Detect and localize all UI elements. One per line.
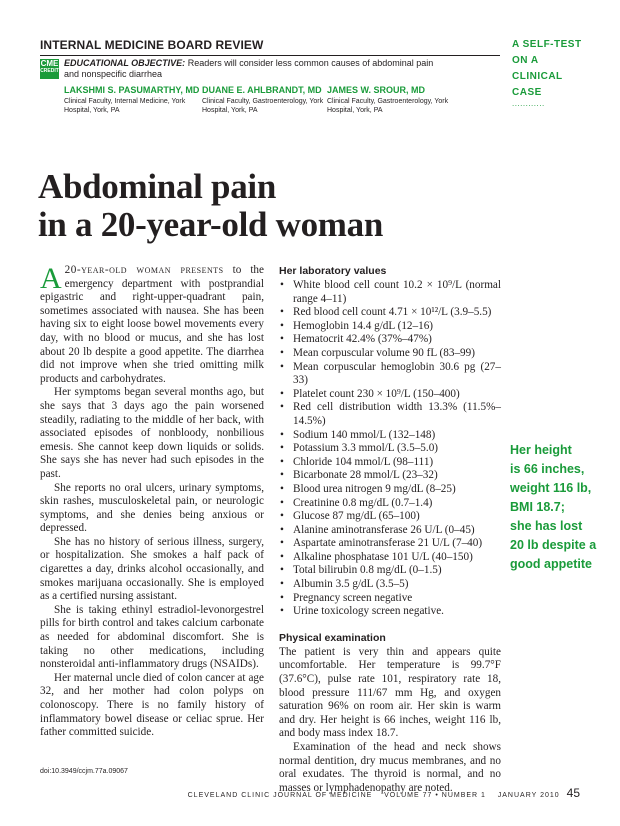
lab-value-item: • Albumin 3.5 g/dL (3.5–5) <box>279 578 501 592</box>
lab-value-item: • Hemoglobin 14.4 g/dL (12–16) <box>279 320 501 334</box>
lab-value-item: • Sodium 140 mmol/L (132–148) <box>279 429 501 443</box>
cme-badge-bottom: CREDIT <box>40 68 59 74</box>
lab-value-item: • Red blood cell count 4.71 × 10¹²/L (3.9–5.5) <box>279 306 501 320</box>
author-affiliation: Clinical Faculty, Gastroenterology, York Hospital, York, PA <box>327 98 449 114</box>
pull-quote-line: weight 116 lb, <box>510 481 592 495</box>
case-paragraph: She reports no oral ulcers, urinary symptoms, skin rashes, musculoskeletal pain, or neurologic symptoms, and she denies being anxious or depressed. <box>40 481 264 535</box>
pull-quote-line: is 66 inches, <box>510 462 585 476</box>
lab-value-item: • Mean corpuscular hemoglobin 30.6 pg (27–33) <box>279 361 501 388</box>
case-paragraph: Her maternal uncle died of colon cancer at age 32, and her mother had colon polyps on colonoscopy. There is no family history of inflammatory bowel disease or celiac sprue. Her father committed suicide. <box>40 671 264 739</box>
issue-date: JANUARY 2010 <box>497 792 560 799</box>
case-paragraph: She is taking ethinyl estradiol-levonorgestrel pills for birth control and takes calcium carbonate as needed for abdominal discomfort. She is taking no other medications, including nonsteroidal anti-inflammatory drugs (NSAIDs). <box>40 603 264 671</box>
page-number: 45 <box>566 786 580 800</box>
footer-separator: • <box>435 792 439 799</box>
lab-value-item: • Chloride 104 mmol/L (98–111) <box>279 456 501 470</box>
author-3 <box>327 85 477 115</box>
case-paragraph: Her symptoms began several months ago, but she says that 3 days ago the pain worsened steadily, radiating to the middle of her back, with associated episodes of nonbloody, nonbilious emesis. She cannot keep down liquids or solids. She says she has never had such episodes in the past. <box>40 386 264 480</box>
lab-value-item: • Bicarbonate 28 mmol/L (23–32) <box>279 469 501 483</box>
page-footer <box>188 786 580 800</box>
lab-value-item: • Alanine aminotransferase 26 U/L (0–45) <box>279 524 501 538</box>
volume: VOLUME 77 <box>384 792 433 799</box>
lab-value-item: • Hematocrit 42.4% (37%–47%) <box>279 333 501 347</box>
findings-column <box>279 264 501 795</box>
lab-value-item: • Urine toxicology screen negative. <box>279 605 501 619</box>
lab-value-item: • White blood cell count 10.2 × 10⁹/L (normal range 4–11) <box>279 279 501 306</box>
exam-paragraph: The patient is very thin and appears quite uncomfortable. Her temperature is 99.7°F (37.6°C), pulse rate 101, respiratory rate 18, blood pressure 111/67 mm Hg, and oxygen saturation 96% on room air. Her skin is warm and dry. Her height is 66 inches, weight 116 lb, and body mass index 18.7. <box>279 645 501 740</box>
educational-objective <box>64 58 444 80</box>
cme-credit-badge <box>40 59 59 79</box>
self-test-line: CASE <box>512 87 542 98</box>
article-title <box>38 168 383 244</box>
author-name: JAMES W. SROUR, MD <box>327 85 426 95</box>
title-line-2: in a 20-year-old woman <box>38 205 384 244</box>
author-affiliation: Clinical Faculty, Gastroenterology, York Hospital, York, PA <box>202 98 324 114</box>
pull-quote <box>510 441 600 574</box>
lab-value-item: • Alkaline phosphatase 101 U/L (40–150) <box>279 551 501 565</box>
case-paragraph <box>40 264 264 386</box>
author-name: DUANE E. AHLBRANDT, MD <box>202 85 322 95</box>
journal-name: CLEVELAND CLINIC JOURNAL OF MEDICINE <box>187 792 373 799</box>
lab-value-item: • Potassium 3.3 mmol/L (3.5–5.0) <box>279 442 501 456</box>
lab-value-item: • Blood urea nitrogen 9 mg/dL (8–25) <box>279 483 501 497</box>
pull-quote-line: good appetite <box>510 557 592 571</box>
author-1 <box>64 85 200 115</box>
lab-value-item: • Aspartate aminotransferase 21 U/L (7–40) <box>279 537 501 551</box>
author-affiliation: Clinical Faculty, Internal Medicine, York Hospital, York, PA <box>64 98 186 114</box>
lab-value-item: • Platelet count 230 × 10⁹/L (150–400) <box>279 388 501 402</box>
cme-badge-top: CME <box>40 59 59 68</box>
doi: doi:10.3949/ccjm.77a.09067 <box>40 768 128 775</box>
labs-heading: Her laboratory values <box>279 265 387 277</box>
objective-text: Readers will consider less common causes of abdominal pain and nonspecific diarrhea <box>64 58 434 79</box>
issue-number: NUMBER 1 <box>441 792 486 799</box>
self-test-line: ON A <box>512 55 539 66</box>
lead-in: 20-year-old woman presents <box>64 264 224 276</box>
self-test-line: CLINICAL <box>512 71 563 82</box>
pull-quote-line: 20 lb despite a <box>510 538 597 552</box>
section-label: INTERNAL MEDICINE BOARD REVIEW <box>40 38 500 56</box>
lab-value-item: • Glucose 87 mg/dL (65–100) <box>279 510 501 524</box>
title-line-1: Abdominal pain <box>38 167 276 206</box>
lab-value-item: • Red cell distribution width 13.3% (11.5%–14.5%) <box>279 401 501 428</box>
exam-heading: Physical examination <box>279 631 386 644</box>
pull-quote-line: she has lost <box>510 519 583 533</box>
objective-label: EDUCATIONAL OBJECTIVE: <box>64 58 186 68</box>
case-paragraph: She has no history of serious illness, surgery, or hospitalization. She smokes a half pack of cigarettes a day, drinks alcohol occasionally, and smokes marijuana occasionally. She is employed as a certified nursing assistant. <box>40 535 264 603</box>
case-paragraph-text: to the emergency department with postprandial epigastric and right-upper-quadrant pain, sometimes associated with nausea. She has been having six to eight loose bowel movements every day, with no blood or mucus, and she has lost about 20 lb despite a good appetite. The diarrhea did not improve when she tried omitting milk products and carbohydrates. <box>40 264 264 385</box>
pull-quote-line: BMI 18.7; <box>510 500 565 514</box>
self-test-line: A SELF-TEST <box>512 39 582 50</box>
self-test-label <box>512 37 592 101</box>
self-test-dots: ............ <box>512 99 545 108</box>
lab-values-list <box>279 279 501 619</box>
case-narrative <box>40 264 264 740</box>
lab-value-item: • Total bilirubin 0.8 mg/dL (0–1.5) <box>279 564 501 578</box>
lab-value-item: • Creatinine 0.8 mg/dL (0.7–1.4) <box>279 497 501 511</box>
author-2 <box>202 85 326 115</box>
lab-value-item: • Mean corpuscular volume 90 fL (83–99) <box>279 347 501 361</box>
exam-paragraph: Examination of the head and neck shows normal dentition, dry mucus membranes, and no oral exudates. The thyroid is normal, and no masses or lymphadenopathy are noted. <box>279 741 501 794</box>
author-name: LAKSHMI S. PASUMARTHY, MD <box>64 85 200 95</box>
lab-value-item: • Pregnancy screen negative <box>279 592 501 606</box>
pull-quote-line: Her height <box>510 443 572 457</box>
drop-cap: A <box>40 262 62 295</box>
